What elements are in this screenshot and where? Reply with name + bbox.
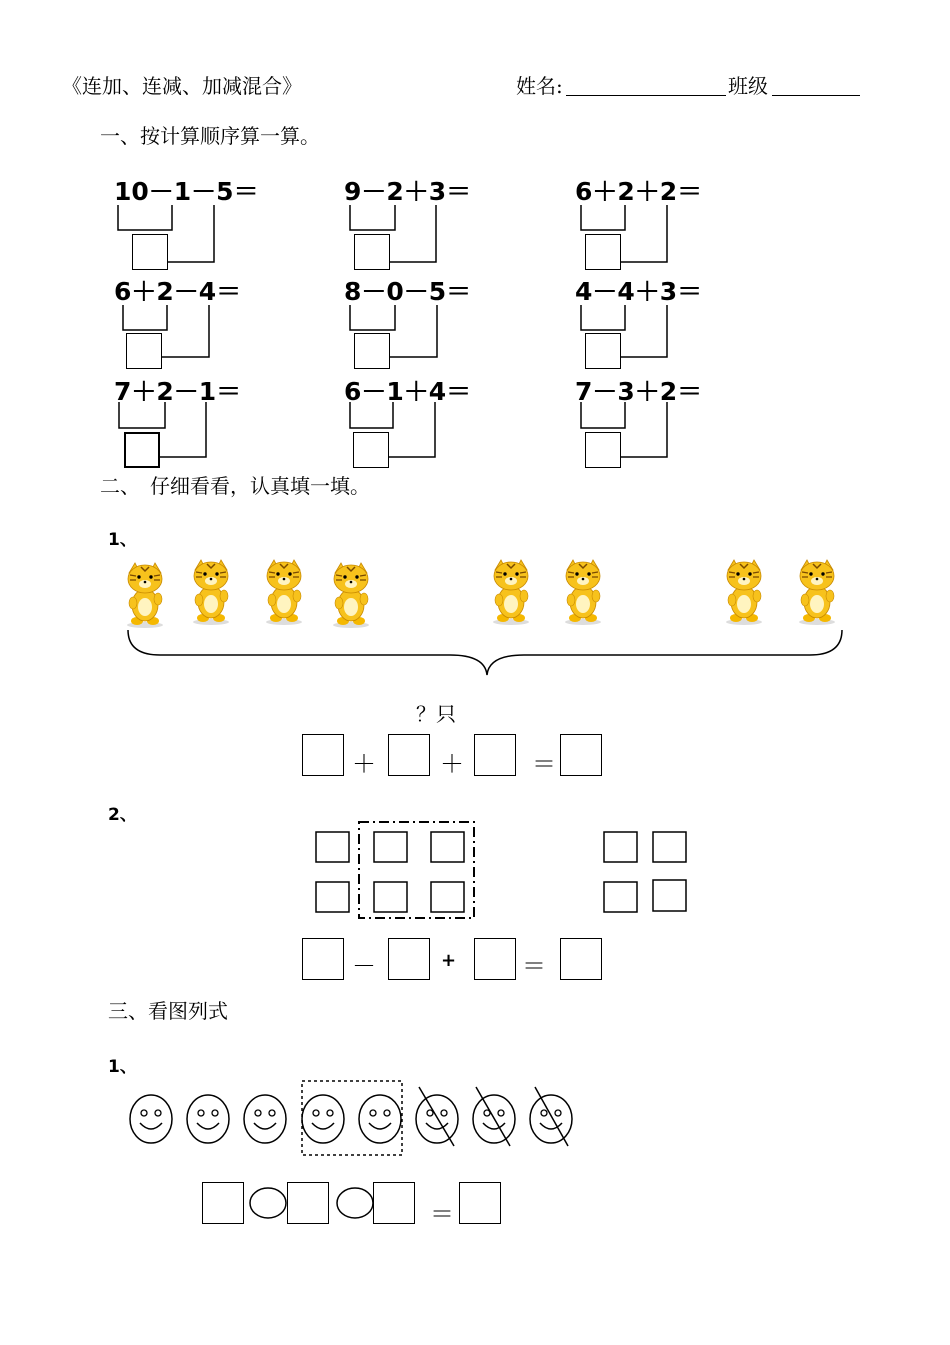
operator: ＝ bbox=[430, 1200, 454, 1228]
section3-heading: 三、看图列式 bbox=[108, 999, 228, 1023]
problem-2: 9－2＋3＝ bbox=[344, 177, 472, 206]
section3-q1-label: 1、 bbox=[108, 1057, 137, 1077]
problem-6: 4－4＋3＝ bbox=[575, 277, 703, 306]
name-label: 姓名: bbox=[516, 74, 563, 98]
answer-box[interactable] bbox=[459, 1182, 501, 1224]
section2-q1-label: 1、 bbox=[108, 530, 137, 550]
worksheet-title: 《连加、连减、加减混合》 bbox=[62, 74, 302, 98]
problem-5: 8－0－5＝ bbox=[344, 277, 472, 306]
problem-3: 6＋2＋2＝ bbox=[575, 177, 703, 206]
question-text: ？只 bbox=[416, 702, 456, 726]
operator: － bbox=[352, 952, 376, 980]
problem-9: 7－3＋2＝ bbox=[575, 377, 703, 406]
answer-box[interactable] bbox=[287, 1182, 329, 1224]
problem-7: 7＋2－1＝ bbox=[114, 377, 242, 406]
section1-heading: 一、按计算顺序算一算。 bbox=[100, 124, 320, 148]
answer-box[interactable] bbox=[373, 1182, 415, 1224]
operator: ＋ bbox=[352, 750, 376, 778]
class-label: 班级 bbox=[728, 74, 768, 98]
problem-8: 6－1＋4＝ bbox=[344, 377, 472, 406]
operator: ＝ bbox=[532, 750, 556, 778]
operator: ＝ bbox=[522, 952, 546, 980]
section2-q2-label: 2、 bbox=[108, 805, 137, 825]
section2-heading: 二、 仔细看看，认真填一填。 bbox=[100, 474, 370, 498]
problem-4: 6＋2－4＝ bbox=[114, 277, 242, 306]
operator: + bbox=[441, 950, 457, 971]
problem-1: 10－1－5＝ bbox=[114, 177, 259, 206]
operator: ＋ bbox=[440, 750, 464, 778]
